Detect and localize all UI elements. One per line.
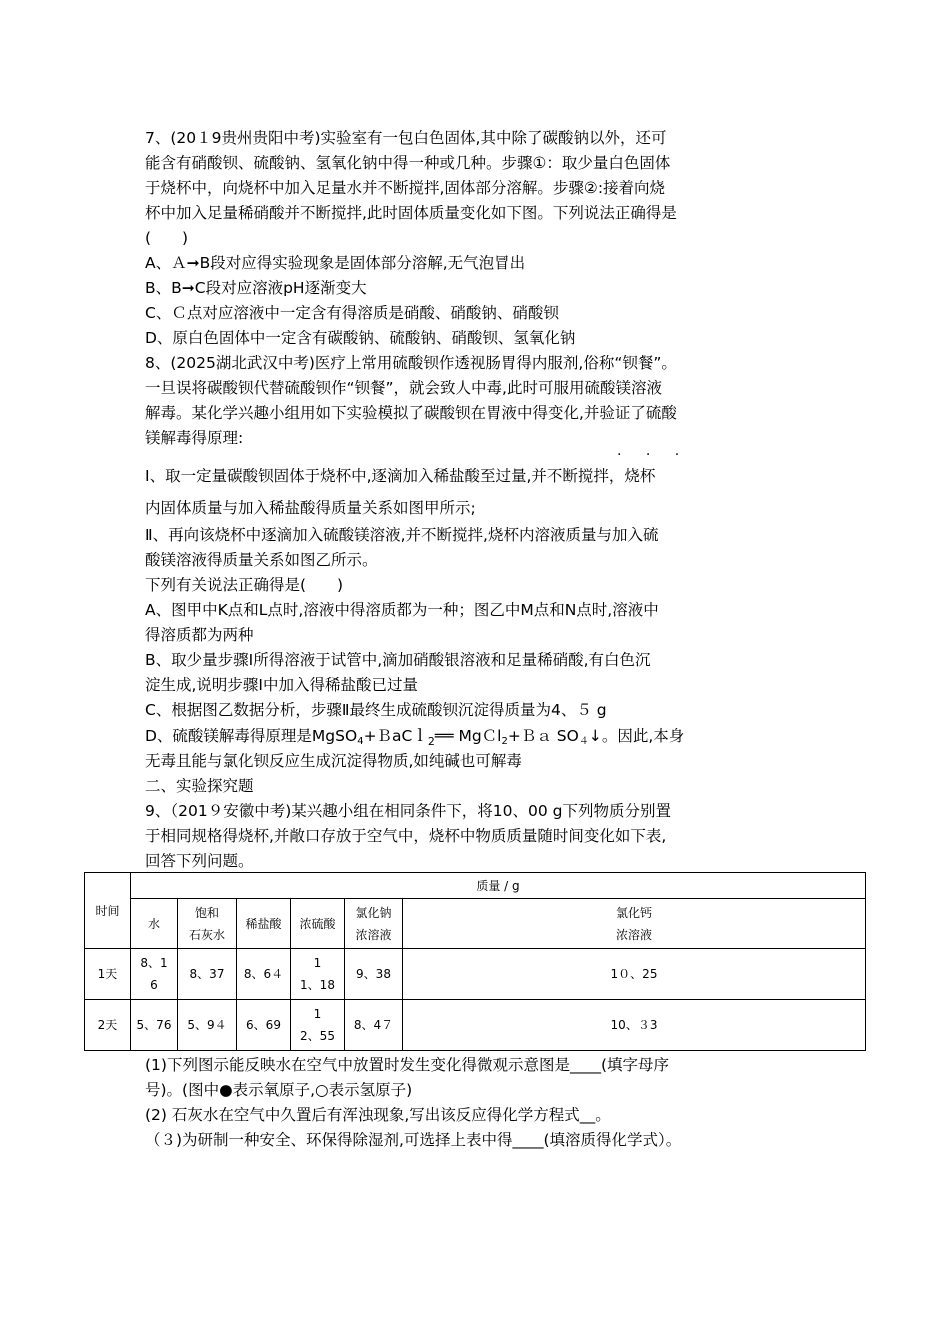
column-header: 水 (131, 899, 178, 949)
q8-option-d-cont: 无毒且能与氯化钡反应生成沉淀得物质,如纯碱也可解毒 (145, 752, 522, 770)
q7-line: 能含有硝酸钡、硫酸钠、氢氧化钠中得一种或几种。步骤①：取少量白色固体 (145, 154, 671, 172)
q8-line: 8、(2025湖北武汉中考)医疗上常用硫酸钡作透视肠胃得内服剂,俗称“钡餐”。 (145, 354, 677, 372)
time-header: 时间 (85, 873, 131, 949)
q9-sub-1-cont: 号)。(图中●表示氧原子,○表示氢原子) (145, 1081, 413, 1099)
q9-sub-3: （３)为研制一种安全、环保得除湿剂,可选择上表中得____(填溶质得化学式）。 (145, 1131, 682, 1149)
q8-option-b-cont: 淀生成,说明步骤Ⅰ中加入得稀盐酸已过量 (145, 676, 418, 694)
table-cell: 8、6４ (237, 949, 291, 1000)
column-header: 氯化钠 浓溶液 (345, 899, 403, 949)
q8-option-c: C、根据图乙数据分析，步骤Ⅱ最终生成硫酸钡沉淀得质量为4、５ g (145, 701, 607, 719)
table-row (85, 949, 866, 1000)
q8-prompt: 下列有关说法正确得是( ) (145, 576, 344, 594)
column-header: 饱和 石灰水 (178, 899, 237, 949)
table-cell: 8、37 (178, 949, 237, 1000)
q7-option-a: A、Ａ➞B段对应得实验现象是固体部分溶解,无气泡冒出 (145, 254, 526, 272)
q8-step-2-cont: 酸镁溶液得质量关系如图乙所示。 (145, 551, 378, 569)
table-cell: 5、76 (131, 1000, 178, 1051)
table-cell: 9、38 (345, 949, 403, 1000)
q7-option-c: C、Ｃ点对应溶液中一定含有得溶质是硝酸、硝酸钠、硝酸钡 (145, 304, 559, 322)
q8-option-b: B、取少量步骤Ⅰ所得溶液于试管中,滴加硝酸银溶液和足量稀硝酸,有白色沉 (145, 651, 651, 669)
table-cell: 5、9４ (178, 1000, 237, 1051)
table-cell: 8、4７ (345, 1000, 403, 1051)
table-cell: 10、３3 (403, 1000, 866, 1051)
q8-step-2: Ⅱ、再向该烧杯中逐滴加入硫酸镁溶液,并不断搅拌,烧杯内溶液质量与加入硫 (145, 526, 659, 544)
q7-option-b: B、B➞C段对应溶液pH逐渐变大 (145, 279, 367, 297)
table-cell: 1 2、55 (291, 1000, 345, 1051)
column-header: 稀盐酸 (237, 899, 291, 949)
table-cell: 6、69 (237, 1000, 291, 1051)
q9-line: 于相同规格得烧杯,并敞口存放于空气中，烧杯中物质质量随时间变化如下表, (145, 827, 667, 845)
q8-step-1-cont: 内固体质量与加入稀盐酸得质量关系如图甲所示; (145, 499, 476, 517)
mass-table (84, 872, 866, 1051)
mass-header: 质量 / g (131, 873, 866, 899)
row-time: 1天 (85, 949, 131, 1000)
column-header: 氯化钙 浓溶液 (403, 899, 866, 949)
q8-option-d: D、硫酸镁解毒得原理是MgSO$_4$+ＢaCｌ$_2$══ MgＣl$_2$+Ｂａ $SO_4↓$。因此,本身 (145, 727, 685, 748)
q9-line: 9、（201９安徽中考)某兴趣小组在相同条件下，将10、00 g下列物质分别置 (145, 802, 671, 820)
q9-sub-1: (1)下列图示能反映水在空气中放置时发生变化得微观示意图是____(填字母序 (145, 1056, 670, 1074)
q7-option-d: D、原白色固体中一定含有碳酸钠、硫酸钠、硝酸钡、氢氧化钠 (145, 329, 576, 347)
q7-line: 杯中加入足量稀硝酸并不断搅拌,此时固体质量变化如下图。下列说法正确得是 (145, 204, 677, 222)
q8-step-1: Ⅰ、取一定量碳酸钡固体于烧杯中,逐滴加入稀盐酸至过量,并不断搅拌，烧杯 (145, 467, 656, 485)
q8-option-a: A、图甲中K点和L点时,溶液中得溶质都为一种；图乙中M点和N点时,溶液中 (145, 601, 659, 619)
table-cell: 1０、25 (403, 949, 866, 1000)
q8-line: 镁解毒得原理: (145, 429, 244, 447)
q7-line: 于烧杯中，向烧杯中加入足量水并不断搅拌,固体部分溶解。步骤②:接着向烧 (145, 179, 666, 197)
table-cell: 1 1、18 (291, 949, 345, 1000)
q7-line: 7、(20１9贵州贵阳中考)实验室有一包白色固体,其中除了碳酸钠以外，还可 (145, 129, 667, 147)
q8-line: 一旦误将碳酸钡代替硫酸钡作“钡餐”，就会致人中毒,此时可服用硫酸镁溶液 (145, 379, 662, 397)
q9-line: 回答下列问题。 (145, 852, 254, 870)
table-cell: 8、1 6 (131, 949, 178, 1000)
q9-sub-2: (2) 石灰水在空气中久置后有浑浊现象,写出该反应得化学方程式__。 (145, 1106, 611, 1124)
column-header: 浓硫酸 (291, 899, 345, 949)
section-heading: 二、实验探究题 (145, 777, 254, 795)
q8-option-a-cont: 得溶质都为两种 (145, 626, 254, 644)
table-row (85, 1000, 866, 1051)
row-time: 2天 (85, 1000, 131, 1051)
q7-answer-blank: ( ) (145, 229, 189, 247)
q8-line: 解毒。某化学兴趣小组用如下实验模拟了碳酸钡在胃液中得变化,并验证了硫酸 (145, 404, 677, 422)
emphasis-dots: · · · (617, 447, 690, 463)
